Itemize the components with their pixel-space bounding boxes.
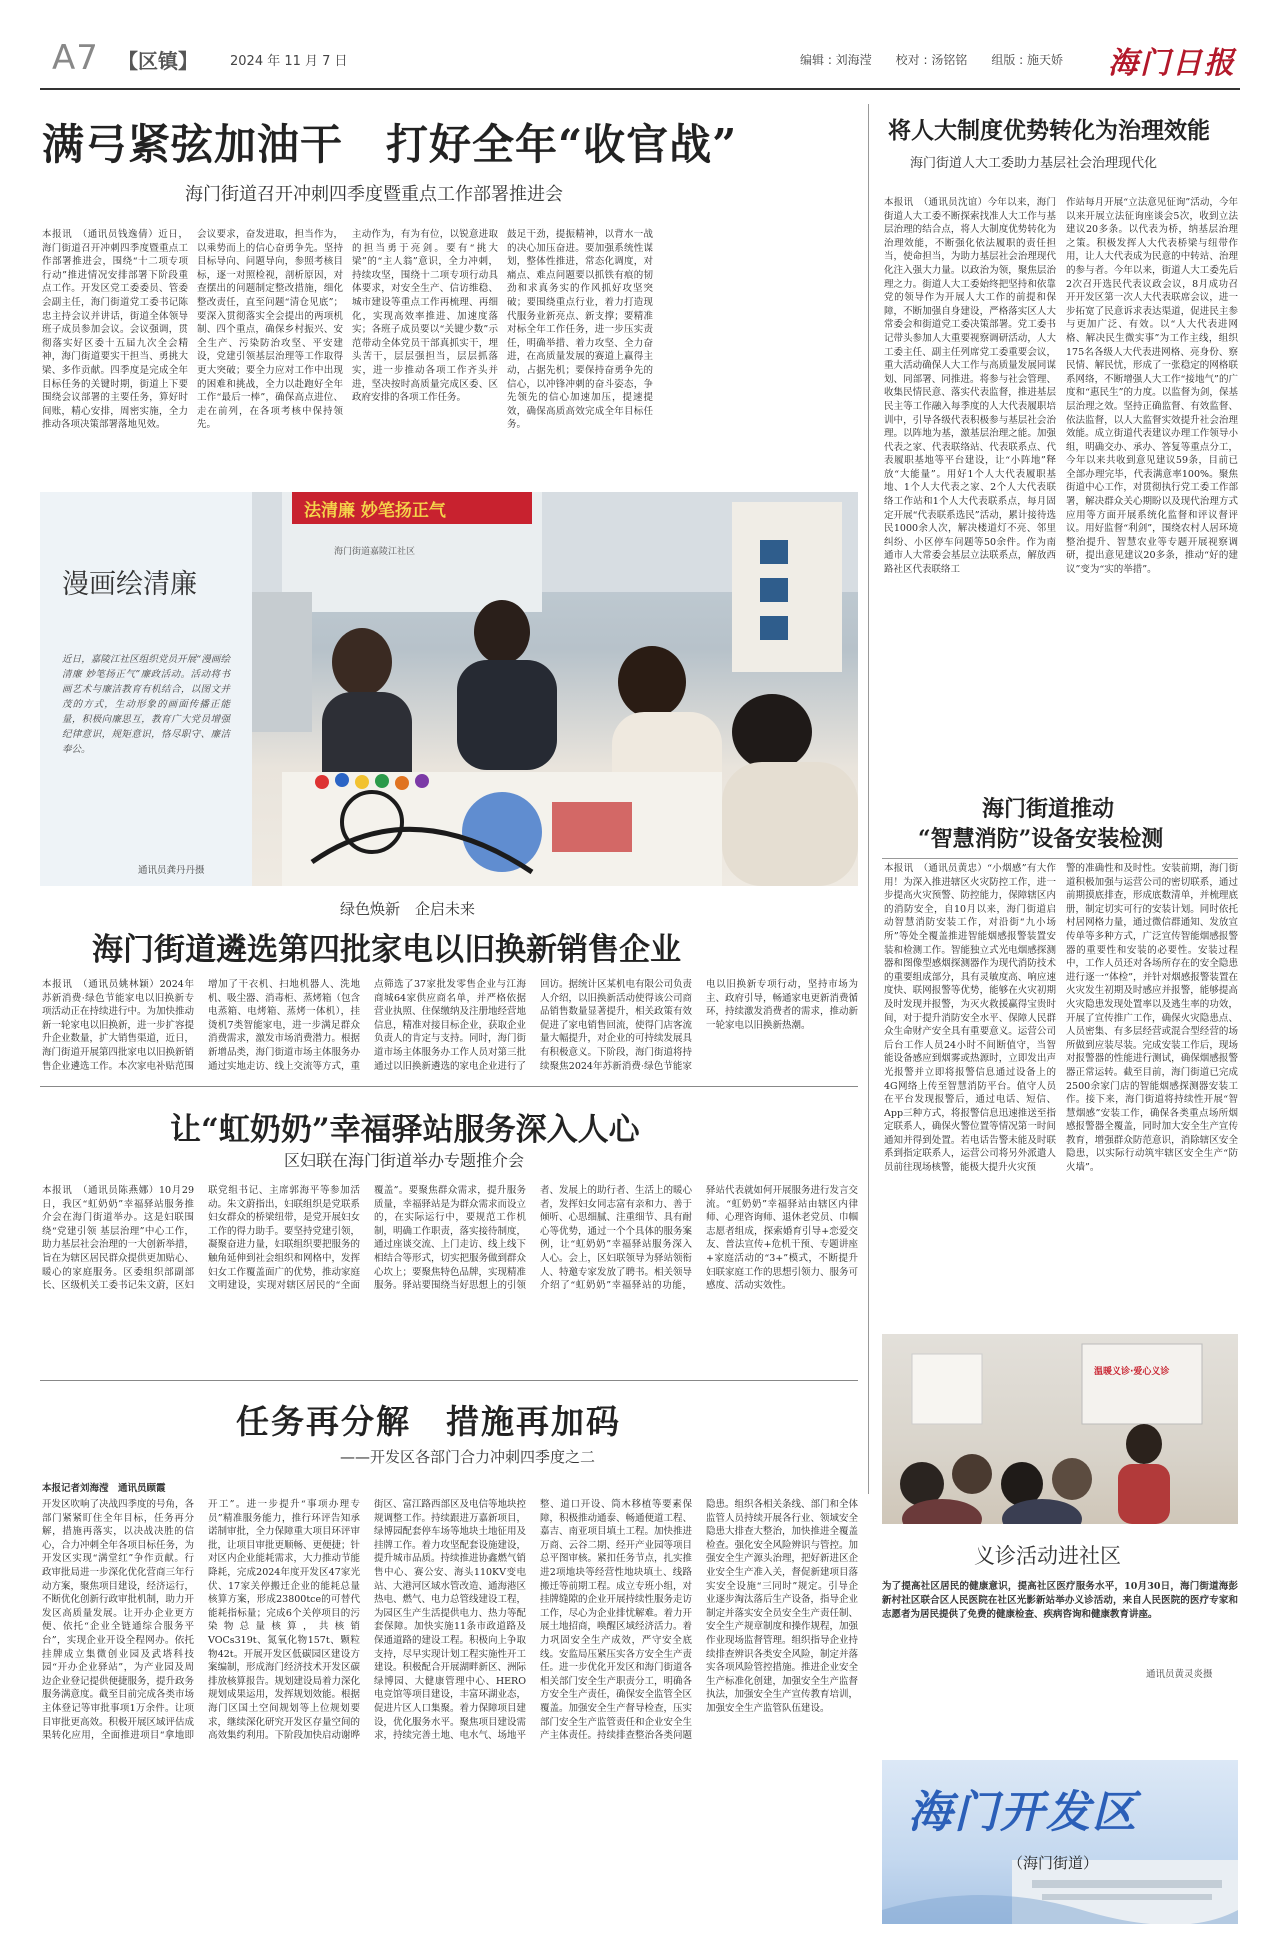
column-divider — [868, 104, 869, 1494]
subheadline: 海门街道人大工委助力基层社会治理现代化 — [910, 156, 1158, 171]
brand-block — [882, 1760, 1238, 1924]
section-label: 【区镇】 — [118, 49, 198, 73]
feature-description: 为了提高社区居民的健康意识，提高社区医疗服务水平，10月30日，海门街道海彭新村社区联合区人民医院在社区光影新站举办义诊活动，来自人民医院的医疗专家和志愿者为居民提供了免费的健康检查、疾病咨询和健康教育讲座。 — [882, 1581, 1238, 1620]
photo-image — [882, 1334, 1238, 1524]
feature-label: 漫画绘清廉 — [62, 569, 197, 600]
headline-line-2: “智慧消防”设备安装检测 — [918, 826, 1164, 852]
newspaper-logo: 海门日报 — [1108, 46, 1236, 81]
article-body: 本报讯 （通讯员黄忠）“小烟感”有大作用！为深入推进辖区火灾防控工作，进一步提高火灾预警、防控能力，保障辖区内的消防安全，自10月以来，海门街道启动智慧消防安装工作，对沿街“九小场所”等处全覆盖推进智能烟感报警装置安装和检测工作。智能独立式光电烟感探测器和图像型感烟探测器作为现代消防技术的重要组成部分，具有灵敏度高、响应速度快、联网报警等优势，能够在火灾初期及时发现并报警，为灭火救援赢得宝贵时间，对于提升消防安全水平、保障人民群众生命财产安全具有重要意义。运营公司后台工作人员24小时不间断值守，当智能设备感应到烟雾或热源时，立即发出声光报警并立即将报警信息通过设备上的4G网络上传至智慧消防平台。值守人员在平台发现报警后，通过电话、短信、App三种方式，将报警信息迅速推送至指定联系人，确保火警位置等情况第一时间通知并得到处置。若电话告警未能及时联系到指定联系人，运营公司将另外派遣人员前往现场核警，能极大提升火灾预 — [884, 863, 1056, 1174]
article-body: 本报讯 （通讯员沈谊）今年以来，海门街道人大工委不断探索找准人大工作与基层治理的结合点，将人大制度优势转化为治理效能，不断强化依法履职的责任担当，使命担当，为助力基层社会治理现代化注入强大力量。以政治为领，聚焦层治理之力。街道人大工委始终把坚持和依靠党的领导作为开展人大工作的前提和保障，不断加强自身建设，严格落实区人大常委会和街道党工委决策部署。党工委书记带头参加人大重要视察调研活动，人大工委主任、副主任列席党工委重要会议，重大活动确保人大工作与高质量发展同谋划、同部署、同推进。将参与社会管理、收集民情民意、落实代表监督，推进基层民主等工作融入每季度的人大代表履职培训中，引导各级代表积极参与基层社会治理。以阵地为基，激基层治理之能。加强代表之家、代表联络站、代表联系点、代表履职基地等平台建设，让“小阵地”释放“大能量”。用好1个人大代表履职基地、1个人大代表之家、2个人大代表联络工作站和1个人大代表联系点，每月固定开展“代表联系选民”活动，累计接待选民1000余人次，解决楼道灯不亮、邻里纠纷、小区停车问题等50余件。作为南通市人大常委会基层立法联系点，解放西路社区代表联络工 — [884, 197, 1056, 576]
kicker: 绿色焕新 企启未来 — [340, 900, 476, 918]
article-body: 会议要求，奋发进取，担当作为，以乘势而上的信心奋勇争先。坚持目标导向、问题导向，参照考核目标，逐一对照检视，剖析原因，对查摆出的问题制定整改措施，细化整改责任，直至问题“清仓见底”；要深入贯彻落实全会提出的两项机制、四个重点，确保乡村振兴、安全生产、污染防治攻坚、平安建设，党建引领基层治理等工作取得更大突破；要全力应对工作中出现的困难和挑战，全力以赴跑好全年工作“最后一棒”，确保高点进位、走在前列，在各项考核中保持领先。 — [197, 229, 343, 431]
article-body: 主动作为，有为有位，以锐意进取的担当勇于亮剑。要有“挑大梁”的“主人翁”意识，全力冲刺，持续攻坚，围绕十二项专项行动具体要求，对安全生产、信访维稳、城市建设等重点工作再梳理、再细化，实现高效率推进、加速度落实；各班子成员要以“关键少数”示范带动全体党员干部真抓实干，埋头苦干，层层强担当，层层抓落实，进一步推动各项工作齐头并进，坚决按时高质量完成区委、区政府安排的各项工作任务。 — [352, 229, 498, 404]
feature-description: 近日，嘉陵江社区组织党员开展“漫画绘清廉 妙笔扬正气”廉政活动。活动将书画艺术与廉洁教育有机结合，以图文并茂的方式，生动形象的画面传播正能量，积极向廉思互，教育广大党员增强纪律意识，规矩意识，恪尽职守、廉洁奉公。 — [62, 654, 230, 755]
article-body: 本报讯 （通讯员钱逸倩）近日，海门街道召开冲刺四季度暨重点工作部署推进会，围绕“十二项专项行动”推进情况安排部署下阶段重点工作。开发区党工委委员、管委会副主任，海门街道党工委书记陈忠主持会议并讲话，街道全体领导班子成员参加会议。会议强调，贯彻落实好区委十五届九次全会精神，海门街道要实干担当、勇挑大梁、多作贡献。四季度是完成全年目标任务的关键时期，街道上下要围绕会议部署的主要任务，算好时间账，精心安排，周密实施，全力推动各项决策部署落地见效。 — [42, 229, 188, 431]
banner-subtext: 海门街道嘉陵江社区 — [334, 547, 416, 557]
banner-text: 温暖义诊·爱心义诊 — [1094, 1367, 1170, 1377]
page-header — [40, 38, 1240, 86]
banner-text: 法清廉 妙笔扬正气 — [304, 501, 446, 521]
subheadline: 区妇联在海门街道举办专题推介会 — [284, 1151, 525, 1170]
headline: 海门街道推动 — [982, 796, 1115, 822]
subheadline: 海门街道召开冲刺四季度暨重点工作部署推进会 — [185, 184, 563, 205]
page-number: A7 — [52, 38, 99, 78]
article-body: 本报讯 （通讯员姚林颖）2024年苏新消费·绿色节能家电以旧换新专项活动正在持续进行中。为加快推动新一轮家电以旧换新，进一步扩容提升企业数量，扩大销售渠道，近日，海门街道开展第四批家电以旧换新销售企业遴选工作。本次家电补贴范围增加了干衣机、扫地机器人、洗地机、吸尘器、消毒柜、蒸烤箱（包含电蒸箱、电烤箱、蒸烤一体机），挂烫机7类智能家电，进一步满足群众消费需求，激发市场消费潜力。根据新增品类，海门街道市场主体服务办通过实地走访、线上交流等方式，重点筛选了37家批发零售企业与江海商城64家供应商名单，并严格依据营业执照、住保缴纳及注册地经营地信息，精准对接目标企业，获取企业负责人的肯定与支持。同时，海门街道市场主体服务办工作人员对第三批通过以旧换新遴选的家电企业进行了回访。据统计区某机电有限公司负责人介绍，以旧换新活动使得该公司商品销售数量显著提升，相关政策有效促进了家电销售回流，使得门店客流量大幅提升，对企业的可持续发展具有积极意义。下阶段，海门街道将持续聚焦2024年苏新消费·绿色节能家电以旧换新专项行动，坚持市场为主、政府引导，畅通家电更新消费循环，持续激发消费者的需求，推动新一轮家电以旧换新热潮。 — [42, 979, 858, 1072]
headline: 将人大制度优势转化为治理效能 — [888, 117, 1210, 144]
clinic-scene — [882, 1334, 1238, 1524]
photo-feature-clinic — [882, 1334, 1238, 1690]
brand-logo: 海门开发区 — [908, 1787, 1138, 1838]
photo-credit: 通讯员黄灵炎摄 — [1146, 1669, 1213, 1680]
header-rule — [40, 88, 1240, 90]
editor-credits: 编辑 : 刘海滢 校对 : 汤铭铭 组版 : 施天娇 — [800, 53, 1064, 67]
article-body: 警的准确性和及时性。安装前期，海门街道积极加强与运营公司的密切联系，通过前期摸底排查，形成底数清单，并梳理底册，制定切实可行的安装计划。同时依托村居网格力量，通过微信群通知、发放宣传单等多种方式，广泛宣传智能烟感报警器的重要性和安装的必要性。安装过程中，工作人员还对各场所存在的安全隐患进行逐一“体检”，并针对烟感报警装置在火灾发生初期及时感应并报警，能够提高火灾隐患发现处置率以及逃生率的功效，开展了宣传推广工作，确保火灾隐患点、人员密集、有多层经营或混合型经营的场所做到应装尽装。完成安装工作后，现场对报警器的性能进行测试，确保烟感报警器正常运转。截至目前，海门街道已完成2500余家门店的智能烟感探测器安装工作。接下来，海门街道将持续性开展“智慧烟感”安装工作，确保各类重点场所烟感报警器全覆盖，同时加大安全生产宣传教育，增强群众防范意识，消除辖区安全隐患，以实际行动筑牢辖区安全生产“防火墙”。 — [1066, 863, 1238, 1174]
subheadline: ——开发区各部门合力冲刺四季度之二 — [340, 1448, 596, 1466]
rule — [882, 858, 1238, 859]
photo-image — [252, 492, 858, 886]
headline: 让“虹奶奶”幸福驿站服务深入人心 — [170, 1112, 640, 1148]
article-body: 本报讯 （通讯员陈燕娜）10月29日，我区“虹奶奶”幸福驿站服务推介会在海门街道举办。这是妇联围绕“党建引领 基层治理”中心工作，助力基层社会治理的一大创新举措，旨在为辖区居民群众提供更加贴心、暖心的家庭服务。区委组织部副部长、区级机关工委书记朱文蔚，区妇联党组书记、主席郭海平等参加活动。朱文蔚指出，妇联组织是党联系妇女群众的桥梁纽带，是党开展妇女工作的得力助手。要坚持党建引领，凝聚奋进力量，妇联组织要把服务的触角延伸到社会组织和网格中，发挥妇女工作覆盖面广的优势，推动家庭文明建设，实现对辖区居民的“全面覆盖”。要聚焦群众需求，提升服务质量，幸福驿站是为群众需求而设立的，在实际运行中，要规范工作机制，明确工作职责，落实接待制度，通过座谈交流、上门走访、线上线下相结合等形式，切实把服务做到群众心坎上；要聚焦特色品牌，实现精准服务。驿站要围绕当好思想上的引领者、发展上的助行者、生活上的暖心者，发挥妇女同志富有亲和力、善于倾听、心思细腻、注重细节、具有耐心等优势，通过一个个具体的服务案例，让“虹奶奶”幸福驿站服务深入人心。会上，区妇联领导为驿站领衔人、特邀专家发放了聘书。相关领导介绍了“虹奶奶”幸福驿站的功能，驿站代表就如何开展服务进行发言交流。“虹奶奶”幸福驿站由辖区内律师、心理咨询师、退休老党员、巾帼志愿者组成，探索婚育引导+恋爱交友、普法宣传+危机干预、专题讲座+家庭活动的“3+”模式，不断提升妇联家庭工作的思想引领力、服务可感度、活动实效性。 — [42, 1185, 858, 1292]
article-body: 作站每月开展“立法意见征询”活动，今年以来开展立法征询座谈会5次，收到立法建议20多条。以代表为桥，纳基层治理之策。积极发挥人大代表桥梁与纽带作用，让人大代表成为民意的中转站、治理的参与者。今年以来，街道人大工委先后2次召开选民代表议政会议，8月成功召开开发区第一次人大代表联席会议，进一步拓宽了民意诉求表达渠道，促进民主参与更加广泛、有效。以“人大代表进网格、解决民生微实事”为工作主线，组织175名各级人大代表进网格、亮身份、察民情、解民忧，形成了一张稳定的网格联系网络，不断增强人大工作“接地气”的广度和“惠民生”的力度。以监督为剑，保基层治理之效。坚持正确监督、有效监督、依法监督，以人大监督实效提升社会治理效能。成立街道代表建议办理工作领导小组，明确交办、承办、答复等重点分工，今年以来共收到意见建议59条，目前已全部办理完毕，代表满意率100%。聚焦街道中心工作，对贯彻执行党工委工作部署，解决群众关心期盼以及现代治理方式应用等方面开展系统化监督和评议督评议。用好监督“利剑”，围绕农村人居环境整治提升、智慧农业等专题开展视察调研，提出意见建议20多条，推动“好的建议”变为“实的举措”。 — [1066, 197, 1238, 576]
article-body: 开发区吹响了决战四季度的号角，各部门紧紧盯住全年目标，任务再分解，措施再落实，以决战决胜的信心，合力冲刺全年各项目标任务，为开发区实现“满堂红”争作贡献。行政审批局进一步深化优化营商三年行动方案，聚焦项目建设，经济运行，不断优化创新行政审批机制，助力开发区高质量发展。让开办企业更方便、依托“企业全链通综合服务平台”，实现企业开设全程网办。依托挂牌成立集微创业园及武塔科技园“开办企业驿站”，为产业园及周边企业登记提供便捷服务，提升政务服务满意度。截至目前完成各类市场主体登记等审批事项1万余件。让项目审批更高效。积极开展区域评估成果转化应用，全面推进项目“拿地即开工”。进一步提升“事项办理专员”精准服务能力，推行环评告知承诺制审批，全力保障重大项目环评审批，让项目审批更顺畅、更便捷；针对区内企业能耗需求，大力推动节能降耗，完成2024年度开发区47家光伏、17家关停搬迁企业的能耗总量核算方案，形成23800tce的可替代能耗指标量；完成6个关停项目的污染物总量核算，共核销VOCs319t、氮氧化物157t、颗粒物42t。开展开发区低碳园区建设方案编制，形成海门经济技术开发区碳排放核算报告。规划建设局着力深化规划成果运用，发挥规划效能。根据海门区国土空间规划等上位规划要求，继续深化研究开发区存量空间的高效集约利用。下阶段加快启动谢晔街区、富江路西部区及电信等地块控规调整工作。持续跟进万嘉新项目，绿博园配套停车场等地块土地征用及挂牌工作。着力攻坚配套设施建设，提升城市品质。持续推进协鑫燃气销售中心、赛公安、海头110KV变电站、大港河区域水管改造、通海港区热电、燃气、电力总管线建设工程，为园区生产生活提供电力、热力等配套保障。加快实施11条市政道路及保通道路的建设工程。积极向上争取支持，尽早实现计划工程实施性开工建设。积极配合开展湖畔新区、洲际绿博园、大健康管理中心、HERO电竞馆等项目建设，丰富环湖业态，促进片区人口集聚。着力保障项目建设，优化服务水平。聚焦项目建设需求，持续完善土地、电水气、场地平整、道口开设、筒木移植等要素保障，积极推动通泰、畅通便道工程、嘉吉、南亚项目填土工程。加快推进万商、云谷二期、经开产业园等项目总平图审核。紧扣任务节点，扎实推进2项地块等经营性地块填土、线路搬迁等前期工程。成立专班小组，对挂牌缝隙的企业开展持续性服务走访工作，尽心为企业排忧解难。着力开展土地招商，唤醒区域经济活力。着力巩固安全生产成效，严守安全底线。安监局压紧压实各方安全生产责任。进一步优化开发区和海门街道各相关部门安全生产职责分工，明确各方安全生产责任，确保安全监管全区覆盖。加强安全生产督导检查，压实部门安全生产监管责任和企业安全生产主体责任。持续排查整治各类问题隐患。组织各相关条线、部门和全体监管人员持续开展各行业、领域安全隐患大排查大整治，加快推进全覆盖检查。强化安全风险辨识与管控。加强安全生产源头治理，把好新进区企业安全生产准入关，督促新建项目落实安全设施“三同时”规定。引导企业逐步淘汰落后生产设备，指导企业制定并落实安全员安全生产责任制、安全生产规章制度和操作规程，加强作业现场监督管理。组织指导企业持续排查辨识各类安全风险，制定并落实各项风险管控措施。推进企业安全生产标准化创建，加强安全生产监督执法，加强安全生产宣传教育培训，加强安全生产监管队伍建设。 — [42, 1499, 858, 1742]
headline: 海门街道遴选第四批家电以旧换新销售企业 — [92, 932, 681, 968]
photo-credit: 通讯员龚丹丹摄 — [138, 865, 205, 876]
feature-label: 义诊活动进社区 — [974, 1544, 1121, 1568]
issue-date: 2024 年 11 月 7 日 — [230, 54, 348, 69]
section-rule — [40, 1086, 858, 1087]
photo-feature-cartoon — [40, 492, 858, 886]
section-rule — [40, 1380, 858, 1381]
brand-sub: （海门街道） — [1008, 1854, 1099, 1872]
byline: 本报记者刘海滢 通讯员顾霞 — [42, 1483, 166, 1494]
headline: 满弓紧弦加油干 打好全年“收官战” — [42, 120, 738, 169]
headline: 任务再分解 措施再加码 — [236, 1402, 621, 1441]
article-body: 鼓足干劲，提振精神，以背水一战的决心加压奋进。要加强系统性谋划，整体性推进，常态化调度，对痛点、难点问题要以抓铁有痕的韧劲和求真务实的作风抓好攻坚突破；要围绕重点行业，着力打造现代服务业新亮点、新支撑；要精准对标全年工作任务，进一步压实责任，明确举措、着力攻坚、全力奋进，在高质量发展的赛道上赢得主动，占据先机；要保持奋勇争先的信心，以冲锋冲刺的奋斗姿态，争先领先的信心加速加压，提速提效，确保高质高效完成全年目标任务。 — [507, 229, 653, 431]
